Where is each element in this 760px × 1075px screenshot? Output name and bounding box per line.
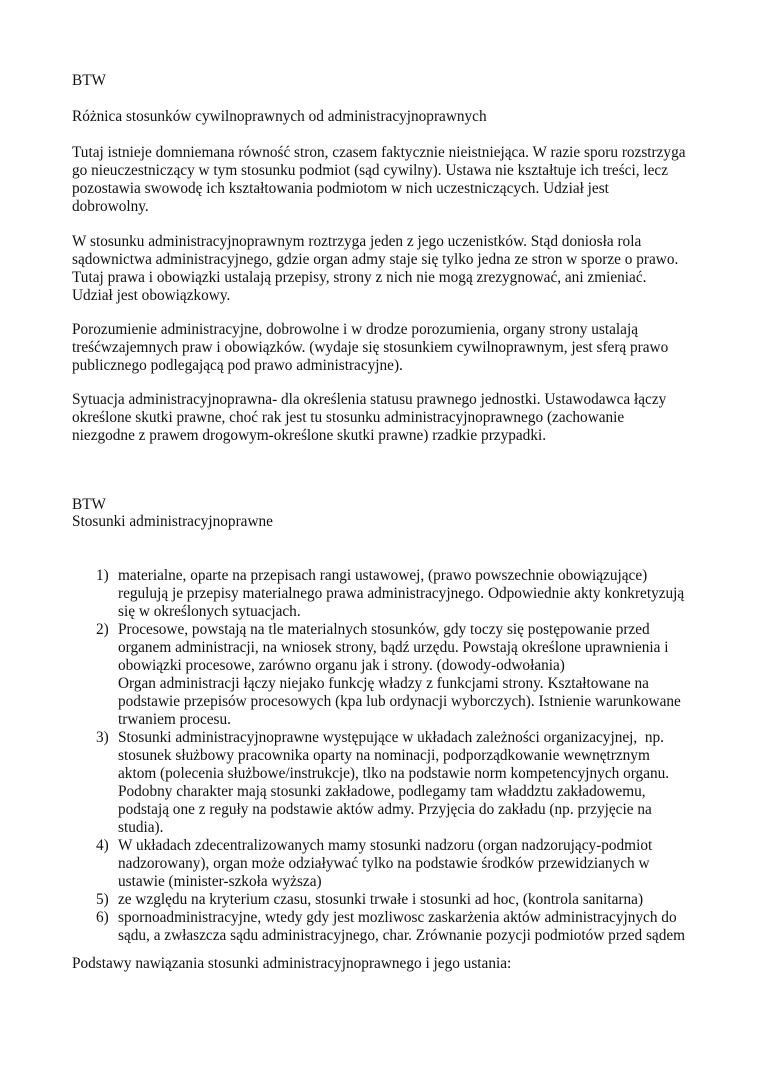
list-item-text — [118, 567, 712, 621]
section-heading-2 — [72, 513, 712, 531]
text-line: niezgodne z prawem drogowym-określone skutki prawne) rzadkie przypadki. — [72, 427, 547, 444]
text-line: regulują je przepisy materialnego prawa administracyjnego. Odpowiednie akty konkretyzują — [118, 585, 685, 602]
label-text: BTW — [72, 496, 106, 513]
closing-line — [72, 955, 712, 973]
text-line: dobrowolny. — [72, 198, 149, 215]
paragraph-4 — [72, 391, 712, 445]
list-item-text — [118, 909, 712, 945]
text-line: ustawie (minister-szkoła wyższa) — [118, 873, 322, 890]
text-line: Udział jest obowiązkowy. — [72, 287, 231, 304]
text-line: Organ administracji łączy niejako funkcję władzy z funkcjami strony. Kształtowane na — [118, 675, 649, 692]
text-line: W układach zdecentralizowanych mamy stosunki nadzoru (organ nadzorujący-podmiot — [118, 837, 653, 854]
section-heading — [72, 108, 712, 126]
text-line: stosunek służbowy pracownika oparty na nominacji, podporządkowanie wewnętrznym — [118, 747, 650, 764]
text-line: podstawie przepisów procesowych (kpa lub ordynacji wyborczych). Istnienie warunkowane — [118, 693, 681, 710]
list-item-text — [118, 621, 712, 729]
heading-text: Stosunki administracyjnoprawne — [72, 513, 273, 530]
text-line: trwaniem procesu. — [118, 711, 231, 728]
list-item — [72, 621, 712, 729]
paragraph-1 — [72, 144, 712, 216]
paragraph-3 — [72, 321, 712, 375]
list-item-text — [118, 837, 712, 891]
text-line: aktom (polecenia służbowe/instrukcje), tlko na podstawie norm kompetencyjnych organu. — [118, 765, 670, 782]
list-number: 5) — [96, 891, 109, 908]
text-line: Tutaj istnieje domniemana równość stron, czasem faktycznie nieistniejąca. W razie sporu rozstrzyga — [72, 144, 686, 161]
list-item — [72, 909, 712, 945]
list-item — [72, 729, 712, 837]
text-line: obowiązki procesowe, zarówno organu jak i strony. (dowody-odwołania) — [118, 657, 565, 674]
closing-text: Podstawy nawiązania stosunki administracyjnoprawnego i jego ustania: — [72, 955, 512, 972]
label-text: BTW — [72, 72, 106, 89]
text-line: Procesowe, powstają na tle materialnych stosunków, gdy toczy się postępowanie przed — [118, 621, 650, 638]
text-line: publicznego podlegającą pod prawo administracyjne). — [72, 357, 403, 374]
text-line: Stosunki administracyjnoprawne występujące w układach zależności organizacyjnej, np. — [118, 729, 664, 746]
list-number: 1) — [96, 567, 109, 584]
list-item — [72, 837, 712, 891]
text-line: Porozumienie administracyjne, dobrowolne i w drodze porozumienia, organy strony ustalają — [72, 321, 638, 338]
text-line: organem administracji, na wniosek strony, bądź urzędu. Powstają określone uprawnienia i — [118, 639, 669, 656]
text-line: Sytuacja administracyjnoprawna- dla określenia statusu prawnego jednostki. Ustawodawca łączy — [72, 391, 667, 408]
text-line: spornoadministracyjne, wtedy gdy jest mozliwosc zaskarżenia aktów administracyjnych do — [118, 909, 677, 926]
list-number: 4) — [96, 837, 109, 854]
text-line: go nieuczestniczący w tym stosunku podmiot (sąd cywilny). Ustawa nie kształtuje ich treści, lecz — [72, 162, 668, 179]
paragraph-2 — [72, 233, 712, 305]
text-line: określone skutki prawne, choć rak jest tu stosunku administracyjnoprawnego (zachowanie — [72, 409, 625, 426]
text-line: sądownictwa administracyjnego, gdzie organ admy staje się tylko jedna ze stron w sporze o prawo. — [72, 251, 679, 268]
text-line: sądu, a zwłaszcza sądu administracyjnego, char. Zrównanie pozycji podmiotów przed sądem — [118, 927, 686, 944]
text-line: się w określonych sytuacjach. — [118, 603, 301, 620]
heading-text: Różnica stosunków cywilnoprawnych od administracyjnoprawnych — [72, 108, 487, 125]
text-line: Tutaj prawa i obowiązki ustalają przepisy, strony z nich nie mogą zrezygnować, ani zmieniać. — [72, 269, 647, 286]
list-item — [72, 891, 712, 909]
section-label-2 — [72, 496, 712, 514]
text-line: materialne, oparte na przepisach rangi ustawowej, (prawo powszechnie obowiązujące) — [118, 567, 648, 584]
text-line: Podobny charakter mają stosunki zakładowe, podlegamy tam właddztu zakładowemu, — [118, 783, 646, 800]
text-line: pozostawia swowodę ich kształtowania podmiotom w nich uczestniczących. Udział jest — [72, 180, 609, 197]
list-item-text — [118, 729, 712, 837]
list-number: 3) — [96, 729, 109, 746]
text-line: podstają one z reguły na podstawie aktów admy. Przyjęcia do zakładu (np. przyjęcie na — [118, 801, 652, 818]
section-label — [72, 72, 712, 90]
list-number: 2) — [96, 621, 109, 638]
list-item-text — [118, 891, 712, 909]
numbered-list — [72, 567, 712, 945]
list-number: 6) — [96, 909, 109, 926]
text-line: treśćwzajemnych praw i obowiązków. (wydaje się stosunkiem cywilnoprawnym, jest sferą prawo — [72, 339, 669, 356]
text-line: W stosunku administracyjnoprawnym roztrzyga jeden z jego uczenistków. Stąd doniosła rola — [72, 233, 642, 250]
list-item — [72, 567, 712, 621]
text-line: studia). — [118, 819, 164, 836]
text-line: nadzorowany), organ może odziaływać tylko na podstawie środków przewidzianych w — [118, 855, 650, 872]
text-line: ze względu na kryterium czasu, stosunki trwałe i stosunki ad hoc, (kontrola sanitarna) — [118, 891, 644, 908]
